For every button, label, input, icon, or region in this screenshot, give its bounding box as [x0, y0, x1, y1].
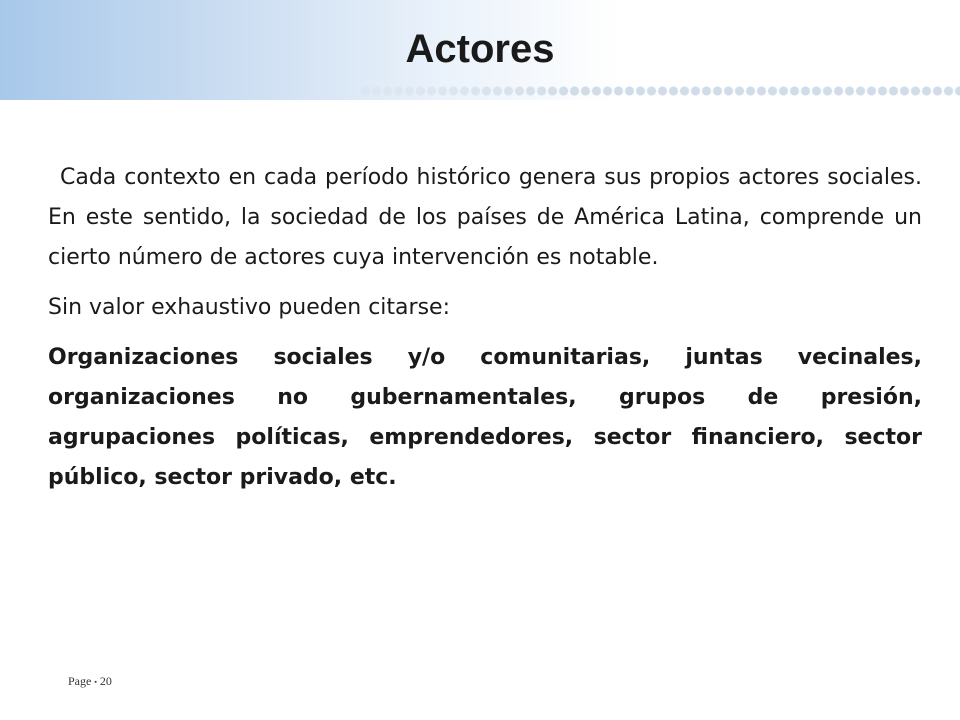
lead-in-paragraph: Sin valor exhaustivo pueden citarse:: [48, 295, 450, 320]
actors-list-paragraph: Organizaciones sociales y/o comunitarias, juntas vecinales, organizaciones no gubernamentales, grupos de presión, agrupaciones políticas, emprendedores, sector financiero, sector público, sector privado, etc.: [48, 345, 922, 490]
page-number: 20: [99, 674, 112, 688]
intro-paragraph: [48, 158, 922, 278]
slide-title: Actores: [405, 27, 555, 71]
page-label: Page: [68, 674, 92, 688]
page-footer: [68, 674, 112, 689]
header-dotted-rule: [360, 84, 960, 98]
footer-separator-icon: ▪: [94, 678, 97, 687]
intro-paragraph-text: Cada contexto en cada período histórico genera sus propios actores sociales. En este sentido, la sociedad de los países de América Latina, comprende un cierto número de actores cuya intervención es notable.: [48, 165, 922, 270]
slide-body: [48, 158, 922, 508]
